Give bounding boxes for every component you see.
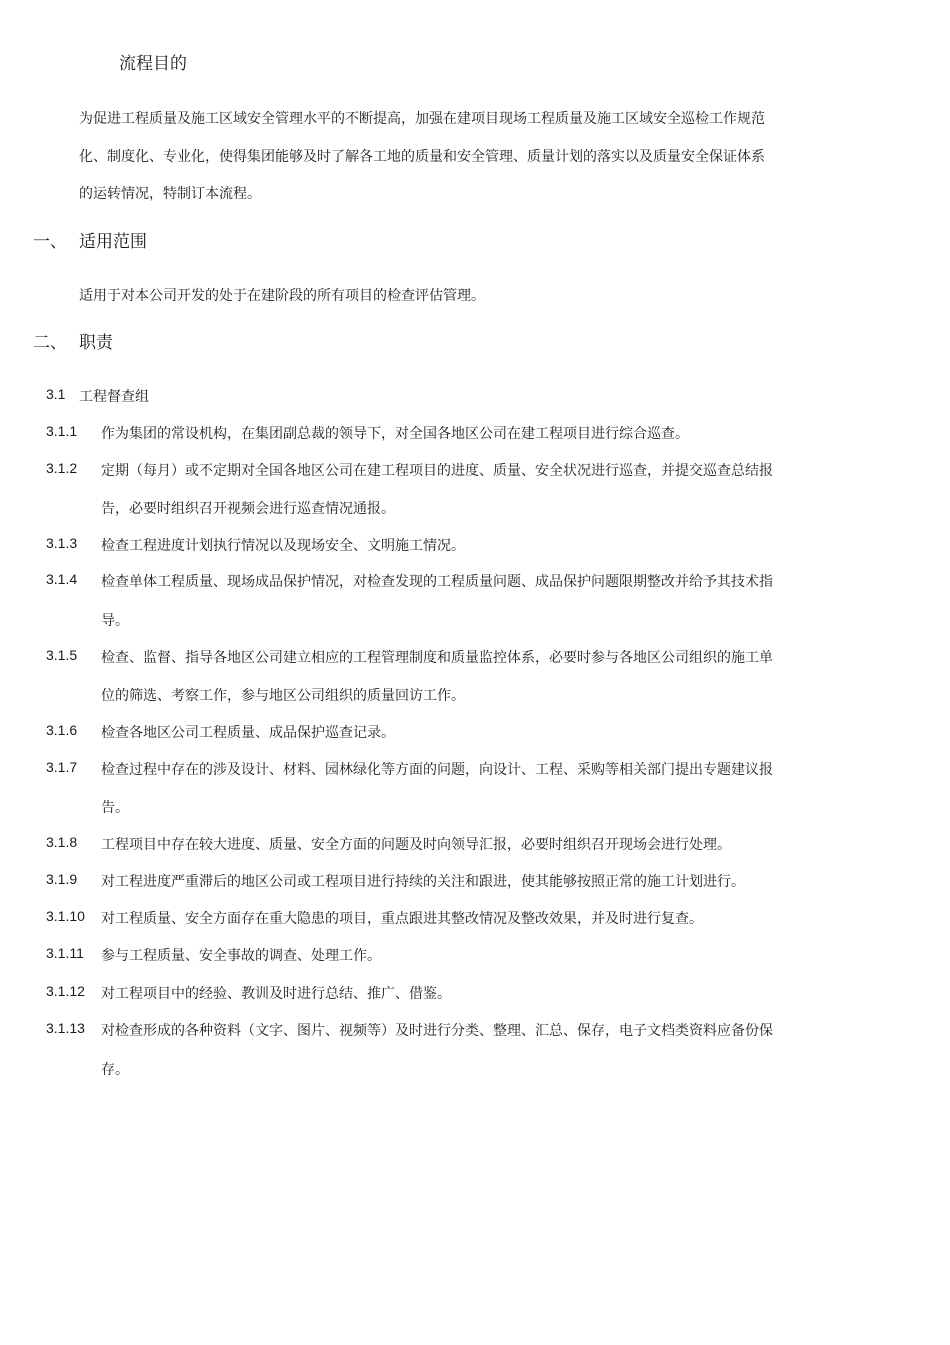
item-number: 3.1.6 (46, 722, 78, 738)
item-number: 3.1.12 (46, 983, 85, 999)
item-line: 检查过程中存在的涉及设计、材料、园林绿化等方面的问题，向设计、工程、采购等相关部门提出专题建议报 (101, 762, 773, 778)
item-number: 3.1.1 (46, 423, 78, 439)
item-line: 参与工程质量、安全事故的调查、处理工作。 (101, 948, 381, 964)
scope-number: 一、 (33, 232, 67, 252)
item-number: 3.1.2 (46, 460, 78, 476)
item-line: 检查各地区公司工程质量、成品保护巡查记录。 (101, 725, 395, 741)
item-line: 检查单体工程质量、现场成品保护情况，对检查发现的工程质量问题、成品保护问题限期整改并给予其技术指 (101, 574, 773, 590)
item-line: 工程项目中存在较大进度、质量、安全方面的问题及时向领导汇报，必要时组织召开现场会进行处理。 (101, 837, 731, 853)
item-number: 3.1.4 (46, 571, 78, 587)
item-number: 3.1.9 (46, 871, 78, 887)
group-number: 3.1 (46, 386, 66, 402)
item-line: 对检查形成的各种资料（文字、图片、视频等）及时进行分类、整理、汇总、保存，电子文档类资料应备份保 (101, 1023, 773, 1039)
purpose-line-2: 化、制度化、专业化，使得集团能够及时了解各工地的质量和安全管理、质量计划的落实以及质量安全保证体系 (79, 149, 765, 165)
scope-text: 适用于对本公司开发的处于在建阶段的所有项目的检查评估管理。 (79, 288, 485, 304)
item-line: 对工程项目中的经验、教训及时进行总结、推广、借鉴。 (101, 986, 451, 1002)
group-title: 工程督查组 (79, 389, 149, 405)
item-line: 对工程进度严重滞后的地区公司或工程项目进行持续的关注和跟进，使其能够按照正常的施工计划进行。 (101, 874, 745, 890)
duties-heading: 职责 (79, 333, 113, 353)
item-line: 检查、监督、指导各地区公司建立相应的工程管理制度和质量监控体系，必要时参与各地区公司组织的施工单 (101, 650, 773, 666)
duties-number: 二、 (33, 333, 67, 353)
item-number: 3.1.13 (46, 1020, 85, 1036)
purpose-heading: 流程目的 (119, 54, 187, 74)
item-number: 3.1.3 (46, 535, 78, 551)
purpose-line-3: 的运转情况，特制订本流程。 (79, 186, 261, 202)
item-line: 导。 (101, 613, 129, 629)
item-number: 3.1.5 (46, 647, 78, 663)
item-number: 3.1.10 (46, 908, 85, 924)
purpose-line-1: 为促进工程质量及施工区域安全管理水平的不断提高，加强在建项目现场工程质量及施工区域安全巡检工作规范 (79, 111, 765, 127)
item-line: 位的筛选、考察工作，参与地区公司组织的质量回访工作。 (101, 688, 465, 704)
item-line: 检查工程进度计划执行情况以及现场安全、文明施工情况。 (101, 538, 465, 554)
item-line: 告。 (101, 800, 129, 816)
item-line: 对工程质量、安全方面存在重大隐患的项目，重点跟进其整改情况及整改效果，并及时进行复查。 (101, 911, 703, 927)
item-number: 3.1.8 (46, 834, 78, 850)
item-number: 3.1.11 (46, 945, 84, 961)
item-number: 3.1.7 (46, 759, 78, 775)
item-line: 作为集团的常设机构，在集团副总裁的领导下，对全国各地区公司在建工程项目进行综合巡查。 (101, 426, 689, 442)
item-line: 存。 (101, 1062, 129, 1078)
item-line: 告，必要时组织召开视频会进行巡查情况通报。 (101, 501, 395, 517)
item-line: 定期（每月）或不定期对全国各地区公司在建工程项目的进度、质量、安全状况进行巡查，并提交巡查总结报 (101, 463, 773, 479)
scope-heading: 适用范围 (79, 232, 147, 252)
